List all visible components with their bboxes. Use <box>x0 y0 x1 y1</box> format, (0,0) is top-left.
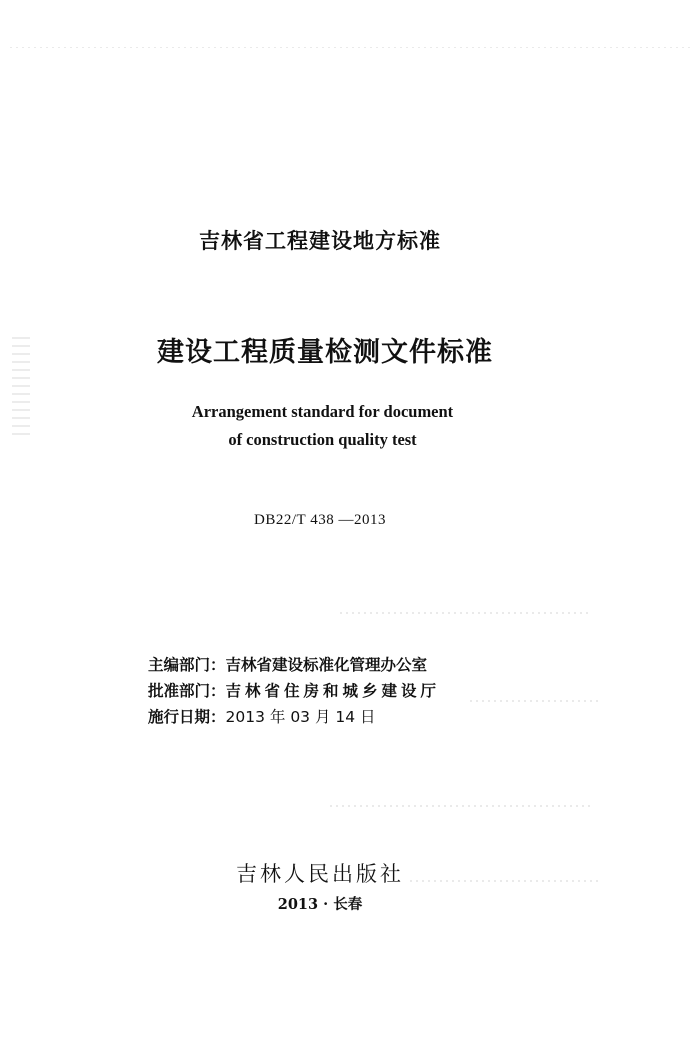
editor-row <box>148 652 440 678</box>
top-scan-line-artifact <box>10 47 690 48</box>
english-title-line-2: of construction quality test <box>228 430 417 449</box>
publication-year-city: 2013 · 长春 <box>277 896 363 913</box>
english-title <box>0 398 645 454</box>
editor-label: 主编部门： <box>148 656 226 674</box>
right-bleed-artifact-1 <box>340 612 590 614</box>
right-bleed-artifact-2 <box>470 700 600 702</box>
editor-value: 吉林省建设标准化管理办公室 <box>225 656 428 674</box>
standard-code: DB22/T 438 —2013 <box>254 512 386 528</box>
publisher-name: 吉林人民出版社 <box>236 862 404 886</box>
effective-date-value: 2013 年 03 月 14 日 <box>225 708 376 726</box>
approver-label: 批准部门： <box>148 682 226 700</box>
english-title-line-1: Arrangement standard for document <box>191 402 454 421</box>
effective-date-row <box>148 704 440 730</box>
approver-row <box>148 678 440 704</box>
approver-value: 吉林省住房和城乡建设厅 <box>225 682 441 700</box>
document-title: 建设工程质量检测文件标准 <box>157 337 493 368</box>
right-bleed-artifact-3 <box>330 805 590 807</box>
effective-date-label: 施行日期： <box>148 708 226 726</box>
publication-info <box>148 652 440 730</box>
series-title: 吉林省工程建设地方标准 <box>199 229 441 253</box>
